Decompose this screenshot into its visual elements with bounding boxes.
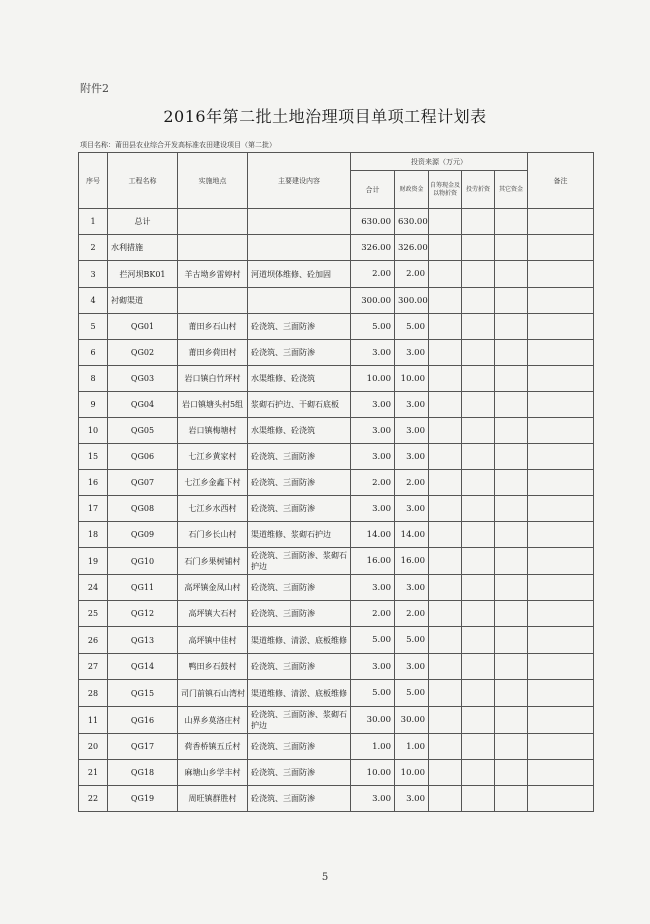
row-self-raised — [429, 314, 462, 340]
row-total: 5.00 — [351, 314, 395, 340]
row-fiscal: 2.00 — [395, 261, 429, 288]
row-total: 3.00 — [351, 392, 395, 418]
row-content: 砼浇筑、三面防渗 — [248, 760, 351, 786]
row-self-raised — [429, 548, 462, 575]
row-other — [495, 786, 528, 812]
row-labor — [462, 366, 495, 392]
row-remark — [528, 418, 594, 444]
row-content: 砼浇筑、三面防渗 — [248, 575, 351, 601]
row-other — [495, 548, 528, 575]
row-self-raised — [429, 418, 462, 444]
row-labor — [462, 444, 495, 470]
row-remark — [528, 548, 594, 575]
row-name: QG19 — [108, 786, 178, 812]
table-row — [79, 418, 594, 444]
table-row — [79, 261, 594, 288]
row-total: 10.00 — [351, 366, 395, 392]
row-seq: 24 — [79, 575, 108, 601]
table-body — [79, 209, 594, 812]
row-seq: 4 — [79, 288, 108, 314]
row-seq: 8 — [79, 366, 108, 392]
table-row — [79, 288, 594, 314]
row-total: 3.00 — [351, 444, 395, 470]
row-self-raised — [429, 522, 462, 548]
project-name: 项目名称：莆田县农业综合开发高标准农田建设项目（第二批） — [80, 141, 276, 149]
row-remark — [528, 314, 594, 340]
row-location: 高坪镇大石村 — [178, 601, 248, 627]
row-total: 1.00 — [351, 734, 395, 760]
row-fiscal: 3.00 — [395, 575, 429, 601]
row-content: 水渠维修、砼浇筑 — [248, 418, 351, 444]
row-labor — [462, 235, 495, 261]
table-row — [79, 548, 594, 575]
row-labor — [462, 340, 495, 366]
row-other — [495, 366, 528, 392]
row-labor — [462, 314, 495, 340]
row-labor — [462, 418, 495, 444]
row-fiscal: 14.00 — [395, 522, 429, 548]
row-name: QG07 — [108, 470, 178, 496]
row-total: 3.00 — [351, 575, 395, 601]
row-location: 石门乡果树铺村 — [178, 548, 248, 575]
table-row — [79, 470, 594, 496]
table-row — [79, 235, 594, 261]
row-labor — [462, 496, 495, 522]
row-name: 总计 — [108, 209, 178, 235]
table-row — [79, 366, 594, 392]
row-fiscal: 5.00 — [395, 680, 429, 707]
row-labor — [462, 760, 495, 786]
row-total: 3.00 — [351, 340, 395, 366]
header-location: 实施地点 — [178, 153, 248, 209]
row-seq: 2 — [79, 235, 108, 261]
header-name: 工程名称 — [108, 153, 178, 209]
row-fiscal: 10.00 — [395, 760, 429, 786]
header-total: 合计 — [351, 171, 395, 209]
table-row — [79, 786, 594, 812]
row-content: 砼浇筑、三面防渗 — [248, 734, 351, 760]
row-other — [495, 261, 528, 288]
row-self-raised — [429, 366, 462, 392]
row-other — [495, 496, 528, 522]
row-labor — [462, 627, 495, 654]
row-total: 630.00 — [351, 209, 395, 235]
row-fiscal: 5.00 — [395, 627, 429, 654]
row-content: 浆砌石护边、干砌石底板 — [248, 392, 351, 418]
row-remark — [528, 444, 594, 470]
row-total: 5.00 — [351, 680, 395, 707]
row-name: QG03 — [108, 366, 178, 392]
row-name: QG05 — [108, 418, 178, 444]
row-name: QG18 — [108, 760, 178, 786]
row-labor — [462, 707, 495, 734]
header-content: 主要建设内容 — [248, 153, 351, 209]
row-seq: 20 — [79, 734, 108, 760]
row-location: 七江乡金鑫下村 — [178, 470, 248, 496]
table-row — [79, 340, 594, 366]
row-name: 衬砌渠道 — [108, 288, 178, 314]
row-location — [178, 209, 248, 235]
row-remark — [528, 654, 594, 680]
row-content: 砼浇筑、三面防渗 — [248, 314, 351, 340]
row-remark — [528, 392, 594, 418]
row-location: 山界乡莫洛庄村 — [178, 707, 248, 734]
row-remark — [528, 627, 594, 654]
row-content: 渠道维修、清淤、底板维修 — [248, 680, 351, 707]
row-total: 3.00 — [351, 654, 395, 680]
row-seq: 16 — [79, 470, 108, 496]
row-content: 渠道维修、浆砌石护边 — [248, 522, 351, 548]
row-other — [495, 601, 528, 627]
row-remark — [528, 680, 594, 707]
row-labor — [462, 288, 495, 314]
row-total: 2.00 — [351, 261, 395, 288]
row-fiscal: 5.00 — [395, 314, 429, 340]
row-name: QG11 — [108, 575, 178, 601]
row-seq: 9 — [79, 392, 108, 418]
row-location: 七江乡水西村 — [178, 496, 248, 522]
row-self-raised — [429, 261, 462, 288]
row-other — [495, 654, 528, 680]
row-self-raised — [429, 760, 462, 786]
row-fiscal: 3.00 — [395, 340, 429, 366]
row-name: QG04 — [108, 392, 178, 418]
table-row — [79, 496, 594, 522]
row-other — [495, 418, 528, 444]
row-self-raised — [429, 340, 462, 366]
row-other — [495, 288, 528, 314]
row-self-raised — [429, 707, 462, 734]
row-remark — [528, 470, 594, 496]
row-content: 砼浇筑、三面防渗 — [248, 340, 351, 366]
row-self-raised — [429, 654, 462, 680]
attachment-label: 附件2 — [80, 82, 109, 95]
row-seq: 5 — [79, 314, 108, 340]
row-labor — [462, 209, 495, 235]
row-location: 高坪镇金凤山村 — [178, 575, 248, 601]
row-labor — [462, 470, 495, 496]
row-self-raised — [429, 470, 462, 496]
row-self-raised — [429, 444, 462, 470]
row-total: 14.00 — [351, 522, 395, 548]
row-content: 砼浇筑、三面防渗 — [248, 470, 351, 496]
row-location: 莆田乡石山村 — [178, 314, 248, 340]
table-row — [79, 627, 594, 654]
row-seq: 21 — [79, 760, 108, 786]
header-fiscal: 财政资金 — [395, 171, 429, 209]
row-other — [495, 235, 528, 261]
row-seq: 10 — [79, 418, 108, 444]
row-labor — [462, 522, 495, 548]
row-content: 河道坝体维修、砼加固 — [248, 261, 351, 288]
row-fiscal: 630.00 — [395, 209, 429, 235]
row-total: 16.00 — [351, 548, 395, 575]
row-content: 砼浇筑、三面防渗 — [248, 496, 351, 522]
row-name: QG06 — [108, 444, 178, 470]
row-fiscal: 2.00 — [395, 470, 429, 496]
row-location: 周旺镇群胜村 — [178, 786, 248, 812]
row-labor — [462, 734, 495, 760]
row-content: 砼浇筑、三面防渗 — [248, 444, 351, 470]
row-content: 砼浇筑、三面防渗、浆砌石护边 — [248, 548, 351, 575]
row-other — [495, 760, 528, 786]
row-labor — [462, 392, 495, 418]
table-header-row — [79, 153, 594, 171]
plan-table — [78, 152, 594, 812]
row-seq: 25 — [79, 601, 108, 627]
header-funding: 投资来源（万元） — [351, 153, 528, 171]
row-name: QG14 — [108, 654, 178, 680]
row-labor — [462, 575, 495, 601]
row-remark — [528, 522, 594, 548]
page-number: 5 — [321, 872, 329, 883]
page-title: 2016年第二批土地治理项目单项工程计划表 — [163, 107, 487, 126]
row-total: 30.00 — [351, 707, 395, 734]
row-self-raised — [429, 392, 462, 418]
row-seq: 22 — [79, 786, 108, 812]
row-name: QG16 — [108, 707, 178, 734]
row-content — [248, 235, 351, 261]
row-fiscal: 1.00 — [395, 734, 429, 760]
row-location: 鸭田乡石鼓村 — [178, 654, 248, 680]
row-location: 石门乡长山村 — [178, 522, 248, 548]
row-location: 七江乡黄家村 — [178, 444, 248, 470]
row-location: 岩口镇梅塘村 — [178, 418, 248, 444]
row-location — [178, 235, 248, 261]
row-total: 2.00 — [351, 470, 395, 496]
table-row — [79, 392, 594, 418]
row-total: 326.00 — [351, 235, 395, 261]
row-self-raised — [429, 601, 462, 627]
row-fiscal: 10.00 — [395, 366, 429, 392]
row-other — [495, 575, 528, 601]
table-row — [79, 522, 594, 548]
row-name: QG08 — [108, 496, 178, 522]
row-remark — [528, 235, 594, 261]
row-self-raised — [429, 496, 462, 522]
row-fiscal: 3.00 — [395, 786, 429, 812]
row-self-raised — [429, 734, 462, 760]
row-name: QG10 — [108, 548, 178, 575]
row-remark — [528, 340, 594, 366]
row-self-raised — [429, 627, 462, 654]
row-labor — [462, 261, 495, 288]
row-other — [495, 444, 528, 470]
row-remark — [528, 261, 594, 288]
row-fiscal: 2.00 — [395, 601, 429, 627]
row-other — [495, 522, 528, 548]
row-fiscal: 30.00 — [395, 707, 429, 734]
table-row — [79, 209, 594, 235]
row-self-raised — [429, 680, 462, 707]
row-total: 10.00 — [351, 760, 395, 786]
row-fiscal: 16.00 — [395, 548, 429, 575]
table-row — [79, 760, 594, 786]
row-name: 拦河坝BK01 — [108, 261, 178, 288]
table-row — [79, 654, 594, 680]
row-total: 300.00 — [351, 288, 395, 314]
table-row — [79, 680, 594, 707]
row-content: 砼浇筑、三面防渗 — [248, 654, 351, 680]
row-self-raised — [429, 235, 462, 261]
row-other — [495, 627, 528, 654]
row-self-raised — [429, 786, 462, 812]
header-self-raised: 自筹现金及以物折资 — [429, 171, 462, 209]
row-remark — [528, 760, 594, 786]
header-seq: 序号 — [79, 153, 108, 209]
row-content — [248, 209, 351, 235]
table-row — [79, 601, 594, 627]
table-row — [79, 734, 594, 760]
row-labor — [462, 548, 495, 575]
row-remark — [528, 734, 594, 760]
row-labor — [462, 654, 495, 680]
row-content: 水渠维修、砼浇筑 — [248, 366, 351, 392]
row-seq: 11 — [79, 707, 108, 734]
row-remark — [528, 575, 594, 601]
row-other — [495, 209, 528, 235]
row-fiscal: 3.00 — [395, 418, 429, 444]
row-labor — [462, 601, 495, 627]
row-content — [248, 288, 351, 314]
row-seq: 27 — [79, 654, 108, 680]
row-seq: 19 — [79, 548, 108, 575]
row-other — [495, 392, 528, 418]
row-name: 水利措施 — [108, 235, 178, 261]
row-content: 砼浇筑、三面防渗、浆砌石护边 — [248, 707, 351, 734]
header-remark: 备注 — [528, 153, 594, 209]
row-content: 砼浇筑、三面防渗 — [248, 601, 351, 627]
row-self-raised — [429, 288, 462, 314]
row-fiscal: 3.00 — [395, 444, 429, 470]
table-row — [79, 575, 594, 601]
row-labor — [462, 680, 495, 707]
row-location: 高坪镇中佳村 — [178, 627, 248, 654]
row-self-raised — [429, 575, 462, 601]
row-name: QG02 — [108, 340, 178, 366]
row-seq: 6 — [79, 340, 108, 366]
row-location: 羊古坳乡雷婷村 — [178, 261, 248, 288]
row-self-raised — [429, 209, 462, 235]
row-other — [495, 470, 528, 496]
row-name: QG12 — [108, 601, 178, 627]
row-other — [495, 340, 528, 366]
row-location: 麻塘山乡学丰村 — [178, 760, 248, 786]
table-row — [79, 707, 594, 734]
row-total: 3.00 — [351, 496, 395, 522]
row-remark — [528, 366, 594, 392]
row-location: 岩口镇塘头村5组 — [178, 392, 248, 418]
row-seq: 28 — [79, 680, 108, 707]
row-fiscal: 3.00 — [395, 392, 429, 418]
row-seq: 3 — [79, 261, 108, 288]
row-name: QG09 — [108, 522, 178, 548]
row-location: 莆田乡荷田村 — [178, 340, 248, 366]
row-fiscal: 300.00 — [395, 288, 429, 314]
row-other — [495, 707, 528, 734]
row-name: QG13 — [108, 627, 178, 654]
table-row — [79, 444, 594, 470]
row-other — [495, 680, 528, 707]
row-remark — [528, 601, 594, 627]
row-total: 2.00 — [351, 601, 395, 627]
row-seq: 1 — [79, 209, 108, 235]
row-fiscal: 3.00 — [395, 654, 429, 680]
row-other — [495, 734, 528, 760]
row-total: 3.00 — [351, 786, 395, 812]
row-remark — [528, 288, 594, 314]
row-seq: 18 — [79, 522, 108, 548]
row-remark — [528, 786, 594, 812]
row-fiscal: 326.00 — [395, 235, 429, 261]
row-remark — [528, 209, 594, 235]
row-remark — [528, 707, 594, 734]
row-total: 5.00 — [351, 627, 395, 654]
row-location — [178, 288, 248, 314]
header-other: 其它资金 — [495, 171, 528, 209]
row-name: QG01 — [108, 314, 178, 340]
row-fiscal: 3.00 — [395, 496, 429, 522]
row-name: QG17 — [108, 734, 178, 760]
header-labor: 投劳折资 — [462, 171, 495, 209]
row-labor — [462, 786, 495, 812]
row-location: 司门前镇石山湾村 — [178, 680, 248, 707]
row-content: 砼浇筑、三面防渗 — [248, 786, 351, 812]
row-seq: 26 — [79, 627, 108, 654]
row-location: 岩口镇白竹坪村 — [178, 366, 248, 392]
row-seq: 15 — [79, 444, 108, 470]
row-total: 3.00 — [351, 418, 395, 444]
row-name: QG15 — [108, 680, 178, 707]
table-row — [79, 314, 594, 340]
row-seq: 17 — [79, 496, 108, 522]
row-remark — [528, 496, 594, 522]
row-location: 荷香桥镇五丘村 — [178, 734, 248, 760]
row-content: 渠道维修、清淤、底板维修 — [248, 627, 351, 654]
row-other — [495, 314, 528, 340]
